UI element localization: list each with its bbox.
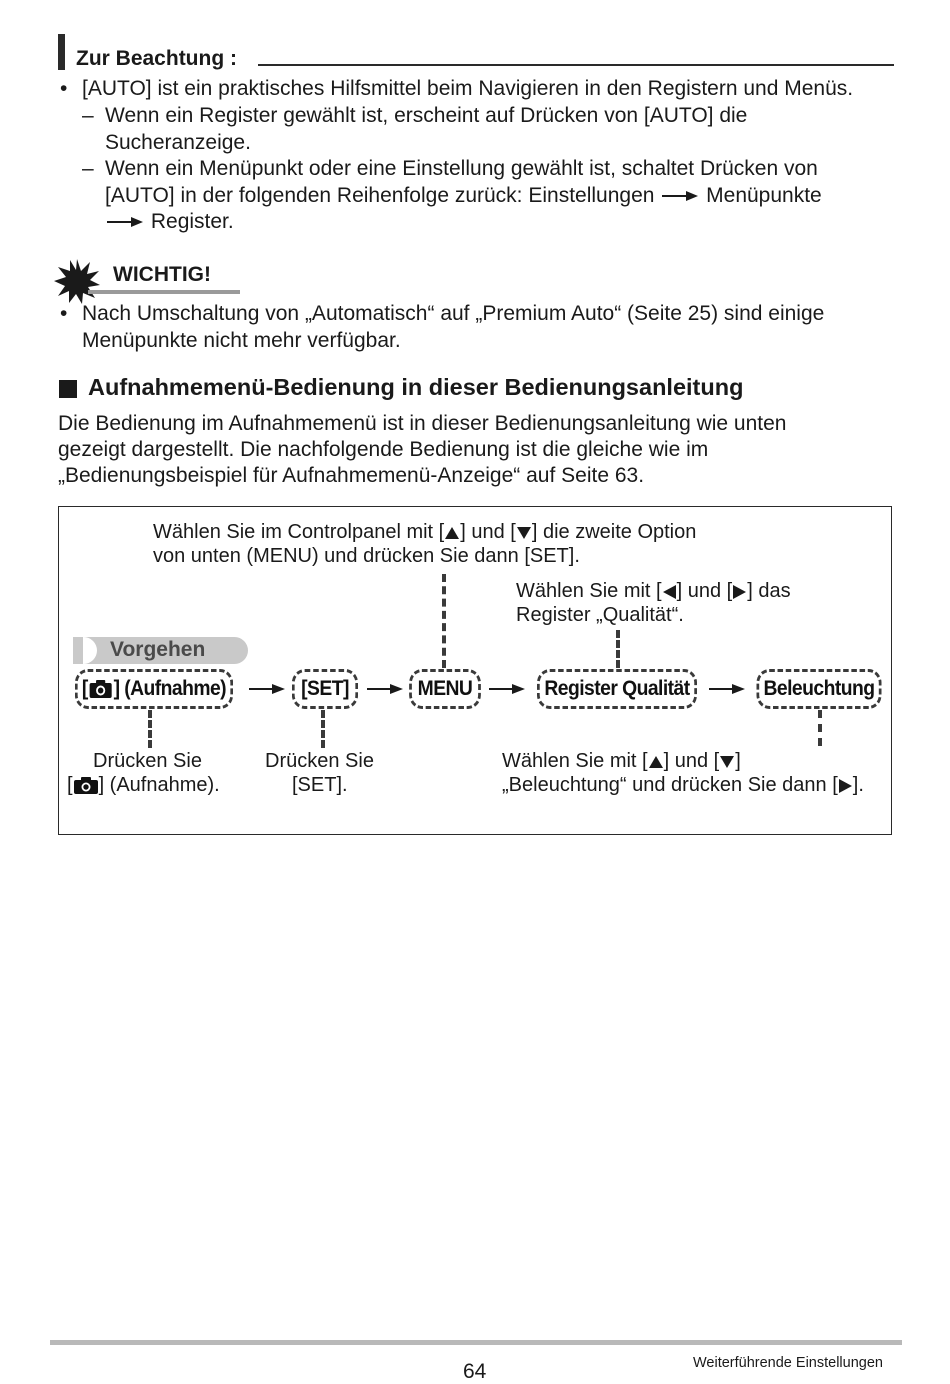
connector-menu <box>442 574 446 668</box>
arrow-right-icon <box>105 215 145 229</box>
step-set: [SET] <box>292 669 358 709</box>
bottom-aufnahme-line-2 <box>67 773 220 798</box>
connector-beleuchtung <box>818 710 822 746</box>
triangle-right-icon <box>838 778 853 794</box>
connector-aufnahme <box>148 710 152 748</box>
step-register-qualitaet: Register Qualität <box>537 669 697 709</box>
dash-mark: – <box>82 104 94 127</box>
arrow-right-icon <box>488 682 526 696</box>
note-sub-2-line-2 <box>105 182 822 209</box>
section-para-line-2: gezeigt dargestellt. Die nachfolgende Bedienung ist die gleiche wie im <box>58 438 709 461</box>
important-line-1: Nach Umschaltung von „Automatisch“ auf „Premium Auto“ (Seite 25) sind einige <box>82 302 825 325</box>
step-aufnahme-close: ] (Aufnahme) <box>113 677 227 700</box>
note-marker-bar <box>58 34 65 70</box>
diagram-top-line-1 <box>153 520 696 545</box>
bottom-bel-line2-b: ]. <box>852 774 864 796</box>
diagram-register-line-2: Register „Qualität“. <box>516 604 684 626</box>
section-square-marker <box>59 380 77 398</box>
bottom-bel-c: ] <box>735 750 741 772</box>
note-sub-1-line-1: Wenn ein Register gewählt ist, erscheint auf Drücken von [AUTO] die <box>105 104 748 127</box>
step-aufnahme-open: [ <box>81 677 88 700</box>
connector-register <box>616 630 620 668</box>
triangle-left-icon <box>662 584 677 600</box>
step-menu: MENU <box>409 669 481 709</box>
note-item-1: [AUTO] ist ein praktisches Hilfsmittel beim Navigieren in den Registern und Menüs. <box>82 77 854 100</box>
diagram-top-a: Wählen Sie im Controlpanel mit [ <box>153 521 445 543</box>
arrow-right-icon <box>708 682 746 696</box>
triangle-up-icon <box>648 755 664 769</box>
triangle-down-icon <box>719 755 735 769</box>
camera-icon <box>73 776 99 795</box>
note-sub-2-line-2b: Menüpunkte <box>706 184 822 207</box>
section-para-line-1: Die Bedienung im Aufnahmemenü ist in dieser Bedienungsanleitung wie unten <box>58 412 787 435</box>
note-sub-2-line-1: Wenn ein Menüpunkt oder eine Einstellung gewählt ist, schaltet Drücken von <box>105 157 818 180</box>
diagram-register-line-1 <box>516 579 791 604</box>
note-title-rule <box>258 64 894 66</box>
note-sub-2-line-3 <box>105 208 234 235</box>
diagram-top-line-2: von unten (MENU) und drücken Sie dann [SET]. <box>153 545 580 567</box>
camera-icon <box>89 679 113 699</box>
bullet-mark: • <box>60 77 68 100</box>
arrow-right-icon <box>660 189 700 203</box>
arrow-right-icon <box>248 682 286 696</box>
step-aufnahme <box>75 669 233 709</box>
connector-set <box>321 710 325 748</box>
bottom-beleuchtung-line-1 <box>502 749 741 774</box>
procedure-label: Vorgehen <box>110 638 206 661</box>
important-line-2: Menüpunkte nicht mehr verfügbar. <box>82 329 401 352</box>
bottom-aufnahme-a: [ <box>67 774 73 796</box>
footer-rule <box>50 1340 902 1345</box>
diagram-top-b: ] und [ <box>460 521 516 543</box>
triangle-up-icon <box>444 526 460 540</box>
diagram-reg-b: ] und [ <box>676 580 733 602</box>
bottom-beleuchtung-line-2 <box>502 773 864 798</box>
bottom-bel-a: Wählen Sie mit [ <box>502 750 648 772</box>
bottom-set-line-1: Drücken Sie <box>265 750 374 772</box>
important-title-rule <box>88 290 240 294</box>
procedure-label-stub <box>73 637 83 664</box>
diagram-reg-a: Wählen Sie mit [ <box>516 580 662 602</box>
arrow-right-icon <box>366 682 404 696</box>
bottom-aufnahme-b: ] (Aufnahme). <box>98 774 220 796</box>
step-beleuchtung: Beleuchtung <box>756 669 881 709</box>
bottom-bel-b: ] und [ <box>663 750 720 772</box>
bottom-bel-line2-a: „Beleuchtung“ und drücken Sie dann [ <box>502 774 838 796</box>
note-title: Zur Beachtung : <box>76 47 237 70</box>
bullet-mark: • <box>60 302 68 325</box>
important-title: WICHTIG! <box>113 263 211 286</box>
note-sub-2-line-3-text: Register. <box>150 210 234 233</box>
bottom-aufnahme-line-1: Drücken Sie <box>93 750 202 772</box>
section-heading: Aufnahmemenü-Bedienung in dieser Bedienungsanleitung <box>88 374 744 400</box>
dash-mark: – <box>82 157 94 180</box>
diagram-reg-c: ] das <box>747 580 791 602</box>
diagram-top-c: ] die zweite Option <box>531 521 697 543</box>
burst-star-icon <box>54 258 100 304</box>
bottom-set-line-2: [SET]. <box>292 774 348 796</box>
page-number: 64 <box>463 1360 487 1383</box>
note-sub-1-line-2: Sucheranzeige. <box>105 131 251 154</box>
section-para-line-3: „Bedienungsbeispiel für Aufnahmemenü-Anzeige“ auf Seite 63. <box>58 464 645 487</box>
triangle-right-icon <box>732 584 747 600</box>
footer-section-name: Weiterführende Einstellungen <box>693 1355 883 1371</box>
triangle-down-icon <box>516 526 532 540</box>
note-sub-2-line-2a: [AUTO] in der folgenden Reihenfolge zurück: Einstellungen <box>105 184 655 207</box>
